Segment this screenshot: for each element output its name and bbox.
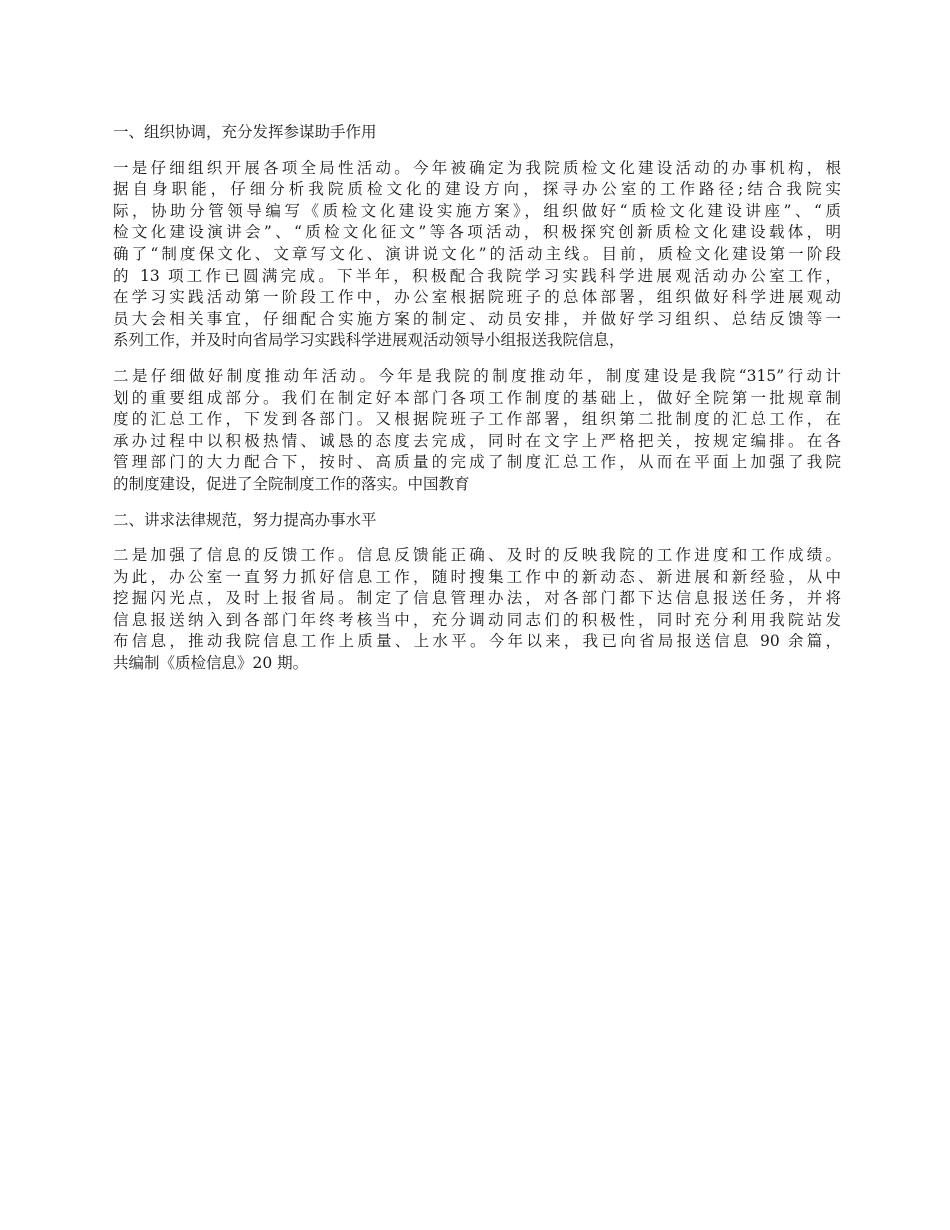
text-line: 划的重要组成部分。我们在制定好本部门各项工作制度的基础上，做好全院第一批规章制 [113, 388, 841, 407]
text-line: 的 13 项工作已圆满完成。下半年，积极配合我院学习实践科学进展观活动办公室工作， [113, 266, 841, 285]
text-line: 的制度建设，促进了全院制度工作的落实。中国教育 [113, 474, 470, 493]
text-line: 一是仔细组织开展各项全局性活动。今年被确定为我院质检文化建设活动的办事机构，根 [113, 158, 841, 177]
paragraph-2 [113, 366, 841, 496]
paragraph-3 [113, 545, 841, 675]
text-line: 员大会相关事宜，仔细配合实施方案的制定、动员安排，并做好学习组织、总结反馈等一 [113, 309, 841, 328]
text-line: 为此，办公室一直努力抓好信息工作，随时搜集工作中的新动态、新进展和新经验，从中 [113, 567, 841, 586]
text-line: 布信息，推动我院信息工作上质量、上水平。今年以来，我已向省局报送信息 90 余篇， [113, 632, 841, 651]
text-line: 据自身职能，仔细分析我院质检文化的建设方向，探寻办公室的工作路径;结合我院实 [113, 180, 841, 199]
text-line: 二是加强了信息的反馈工作。信息反馈能正确、及时的反映我院的工作进度和工作成绩。 [113, 546, 841, 565]
text-line: 检文化建设演讲会”、“质检文化征文”等各项活动，积极探究创新质检文化建设载体，明 [113, 223, 841, 242]
section-heading-1: 一、组织协调，充分发挥参谋助手作用 [113, 123, 377, 141]
paragraph-1 [113, 158, 841, 352]
text-line: 共编制《质检信息》20 期。 [113, 654, 309, 673]
text-line: 承办过程中以积极热情、诚恳的态度去完成，同时在文字上严格把关，按规定编排。在各 [113, 431, 841, 450]
text-line: 二是仔细做好制度推动年活动。今年是我院的制度推动年，制度建设是我院“315”行动计 [113, 366, 841, 385]
text-line: 信息报送纳入到各部门年终考核当中，充分调动同志们的积极性，同时充分利用我院站发 [113, 610, 841, 629]
text-line: 挖掘闪光点，及时上报省局。制定了信息管理办法，对各部门都下达信息报送任务，并将 [113, 589, 841, 608]
text-line: 在学习实践活动第一阶段工作中，办公室根据院班子的总体部署，组织做好科学进展观动 [113, 288, 841, 307]
text-line: 系列工作，并及时向省局学习实践科学进展观活动领导小组报送我院信息， [113, 331, 625, 350]
text-line: 际，协助分管领导编写《质检文化建设实施方案》，组织做好“质检文化建设讲座”、“质 [113, 201, 841, 220]
section-heading-2: 二、讲求法律规范，努力提高办事水平 [113, 510, 377, 529]
text-line: 度的汇总工作，下发到各部门。又根据院班子工作部署，组织第二批制度的汇总工作，在 [113, 410, 841, 429]
text-line: 管理部门的大力配合下，按时、高质量的完成了制度汇总工作，从而在平面上加强了我院 [113, 453, 841, 472]
document-body [113, 122, 841, 689]
text-line: 确了“制度保文化、文章写文化、演讲说文化”的活动主线。目前，质检文化建设第一阶段 [113, 244, 841, 263]
